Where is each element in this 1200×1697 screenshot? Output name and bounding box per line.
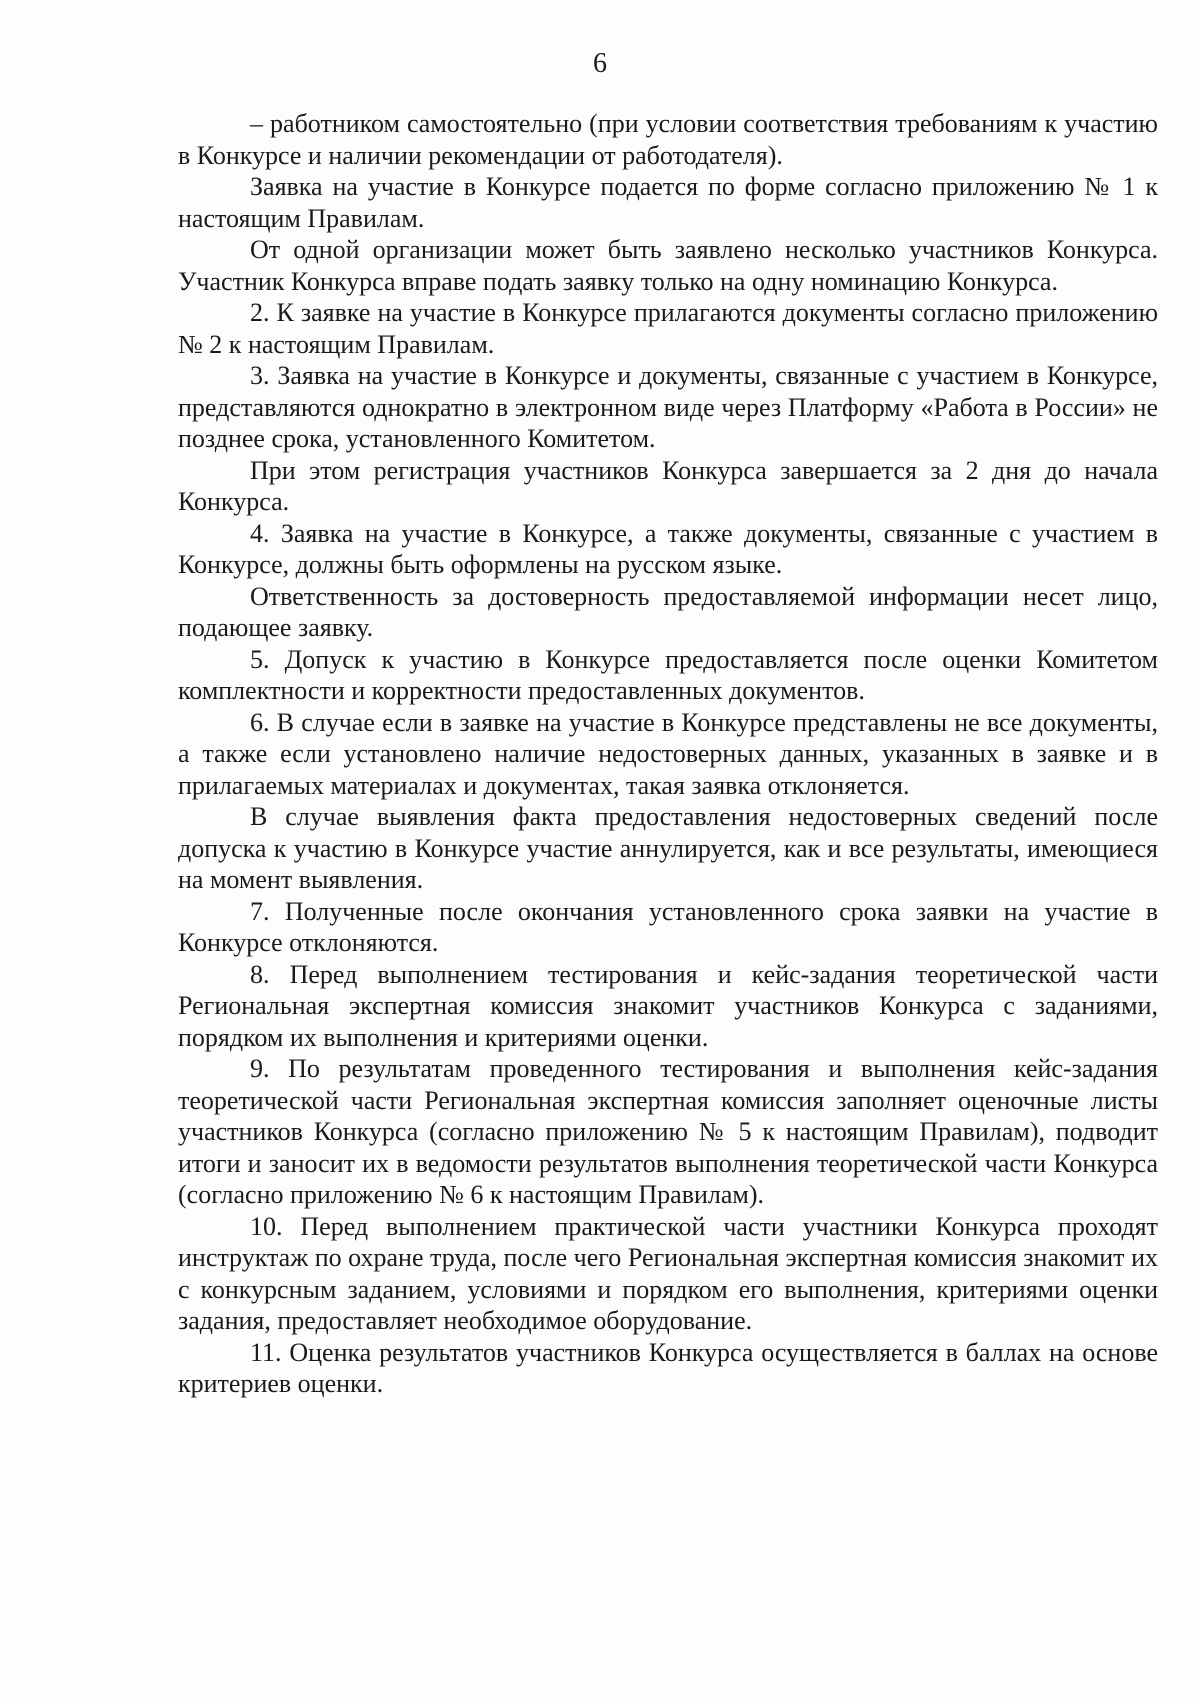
paragraph: 11. Оценка результатов участников Конкурса осуществляется в баллах на основе критериев оценки. xyxy=(178,1337,1158,1398)
paragraph: Заявка на участие в Конкурсе подается по форме согласно приложению № 1 к настоящим Правилам. xyxy=(178,172,1158,233)
paragraph: 2. К заявке на участие в Конкурсе прилагаются документы согласно приложению № 2 к настоящим Правилам. xyxy=(178,298,1158,359)
paragraph: От одной организации может быть заявлено несколько участников Конкурса. Участник Конкурса вправе подать заявку только на одну номинацию Конкурса. xyxy=(178,235,1158,296)
paragraph: 9. По результатам проведенного тестирования и выполнения кейс-задания теоретической части Региональная экспертная комиссия заполняет оценочные листы участников Конкурса (согласно приложению № 5 к настоящим Правилам), подводит итоги и заносит их в ведомости результатов выполнения теоретической части Конкурса (согласно приложению № 6 к настоящим Правилам). xyxy=(178,1054,1158,1209)
paragraph: 3. Заявка на участие в Конкурсе и документы, связанные с участием в Конкурсе, представляются однократно в электронном виде через Платформу «Работа в России» не позднее срока, установленного Комитетом. xyxy=(178,361,1158,453)
paragraph: Ответственность за достоверность предоставляемой информации несет лицо, подающее заявку. xyxy=(178,581,1158,642)
paragraph: 10. Перед выполнением практической части участники Конкурса проходят инструктаж по охране труда, после чего Региональная экспертная комиссия знакомит их с конкурсным заданием, условиями и порядком его выполнения, критериями оценки задания, предоставляет необходимое оборудование. xyxy=(178,1211,1158,1335)
paragraph: В случае выявления факта предоставления недостоверных сведений после допуска к участию в Конкурсе участие аннулируется, как и все результаты, имеющиеся на момент выявления. xyxy=(178,802,1158,894)
paragraph: При этом регистрация участников Конкурса завершается за 2 дня до начала Конкурса. xyxy=(178,455,1158,516)
paragraph: 8. Перед выполнением тестирования и кейс-задания теоретической части Региональная экспертная комиссия знакомит участников Конкурса с заданиями, порядком их выполнения и критериями оценки. xyxy=(178,959,1158,1052)
page-number: 6 xyxy=(593,48,607,79)
paragraph: 4. Заявка на участие в Конкурсе, а также документы, связанные с участием в Конкурсе, должны быть оформлены на русском языке. xyxy=(178,518,1158,579)
paragraph: 5. Допуск к участию в Конкурсе предоставляется после оценки Комитетом комплектности и корректности предоставленных документов. xyxy=(178,644,1158,705)
paragraph: – работником самостоятельно (при условии соответствия требованиям к участию в Конкурсе и наличии рекомендации от работодателя). xyxy=(178,109,1158,170)
paragraph: 7. Полученные после окончания установленного срока заявки на участие в Конкурсе отклоняются. xyxy=(178,896,1158,957)
document-body xyxy=(178,108,1158,1400)
paragraph: 6. В случае если в заявке на участие в Конкурсе представлены не все документы, а также если установлено наличие недостоверных данных, указанных в заявке и в прилагаемых материалах и документах, такая заявка отклоняется. xyxy=(178,707,1158,800)
